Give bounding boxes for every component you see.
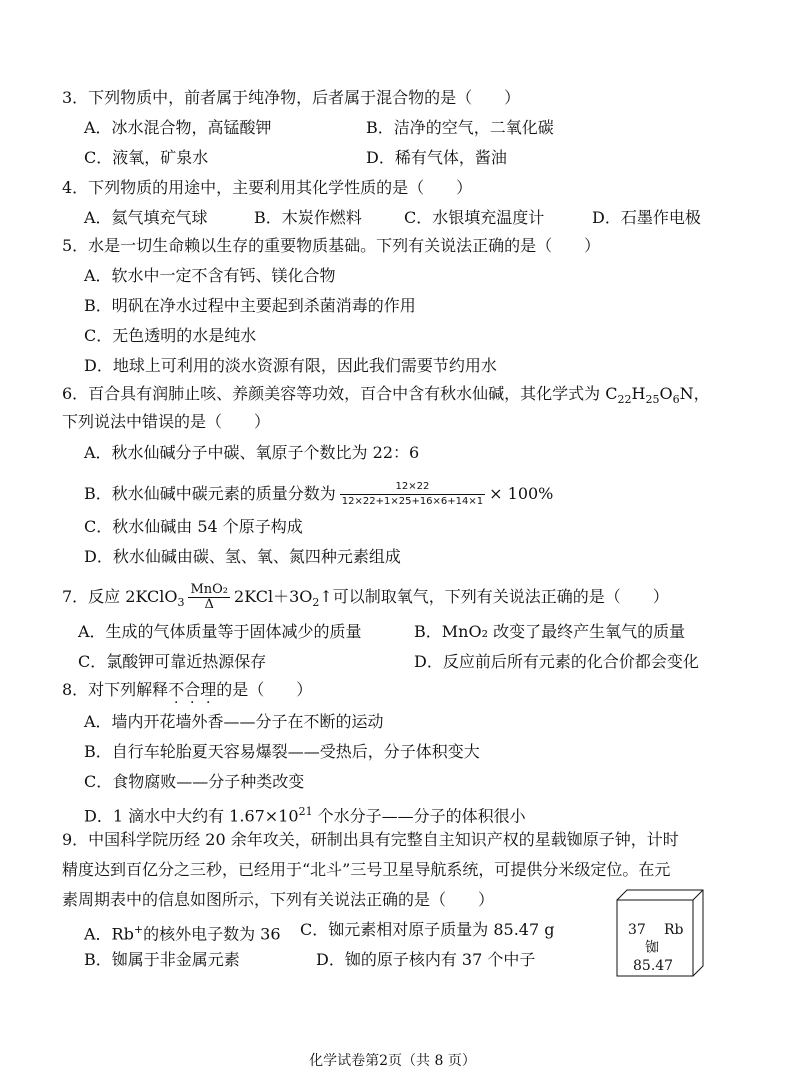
q9-option-c: C．铷元素相对原子质量为 85.47 g [300, 920, 555, 939]
q4-option-d: D．石墨作电极 [592, 208, 701, 227]
q7-option-c: C．氯酸钾可靠近热源保存 [78, 652, 267, 671]
q5-option-a: A．软水中一定不含有钙、镁化合物 [84, 266, 336, 285]
q9-option-a: A．Rb+的核外电子数为 36 [84, 923, 281, 944]
q6-option-d: D．秋水仙碱由碳、氢、氧、氮四种元素组成 [84, 547, 401, 566]
q6-option-a: A．秋水仙碱分子中碳、氧原子个数比为 22：6 [84, 443, 420, 462]
element-name: 铷 [645, 940, 659, 956]
element-symbol: Rb [664, 922, 684, 938]
mass-fraction: $\frac{12\times 22}{12\times 22+1\times 25+16\times 6+14\times 1}$ [341, 481, 484, 507]
q5-option-b: B．明矾在净水过程中主要起到杀菌消毒的作用 [84, 296, 416, 315]
q4-stem: 4．下列物质的用途中，主要利用其化学性质的是（ ） [62, 178, 473, 197]
q8-option-b: B．自行车轮胎夏天容易爆裂——受热后，分子体积变大 [84, 742, 480, 761]
q6-option-b: B．秋水仙碱中碳元素的质量分数为 $\frac{12\times 22}{12\times 22+1\times 25+16\times 6+14\times 1}$ × 100% [84, 481, 554, 507]
q4-option-b: B．木炭作燃料 [254, 208, 362, 227]
reaction-condition: MnO₂ Δ [190, 582, 229, 612]
q3-option-d: D．稀有气体，酱油 [366, 148, 507, 167]
q7-option-a: A．生成的气体质量等于固体减少的质量 [78, 622, 362, 641]
q9-option-d: D．铷的原子核内有 37 个中子 [316, 950, 536, 969]
element-atomic-mass: 85.47 [633, 958, 674, 974]
q8-option-a: A．墙内开花墙外香——分子在不断的运动 [84, 712, 384, 731]
q3-option-a: A．冰水混合物，高锰酸钾 [84, 118, 272, 137]
q7-stem: 7．反应 2KClO$_3$ MnO₂ Δ $2KCl+3O_2↑$可以制取氧气，下列有关说法正确的是（ ） [62, 582, 669, 612]
q4-option-c: C．水银填充温度计 [404, 208, 545, 227]
q9-stem-line2: 精度达到百亿分之三秒，已经用于“北斗”三号卫星导航系统，可提供分米级定位。在元 [62, 860, 671, 879]
q4-option-a: A．氦气填充气球 [84, 208, 208, 227]
q3-option-c: C．液氧，矿泉水 [84, 148, 209, 167]
page-footer: 化学试卷第2页（共 8 页） [309, 1053, 476, 1069]
q5-stem: 5．水是一切生命赖以生存的重要物质基础。下列有关说法正确的是（ ） [62, 236, 601, 255]
element-atomic-number: 37 [628, 922, 646, 938]
q5-option-d: D．地球上可利用的淡水资源有限，因此我们需要节约用水 [84, 356, 497, 375]
q6-option-c: C．秋水仙碱由 54 个原子构成 [84, 517, 303, 536]
q6-stem-line2: 下列说法中错误的是（ ） [62, 412, 271, 431]
q9-option-b: B．铷属于非金属元素 [84, 950, 240, 969]
q3-stem: 3．下列物质中，前者属于纯净物，后者属于混合物的是（ ） [62, 88, 521, 107]
q9-stem-line1: 9．中国科学院历经 20 余年攻关，研制出具有完整自主知识产权的星载铷原子钟，计时 [62, 830, 679, 849]
q9-stem-line3: 素周期表中的信息如图所示，下列有关说法正确的是（ ） [62, 890, 495, 909]
q8-stem: 8．对下列解释不合理的是（ ） [62, 680, 313, 699]
q8-option-c: C．食物腐败——分子种类改变 [84, 772, 305, 791]
q6-stem: 6．百合具有润肺止咳、养颜美容等功效，百合中含有秋水仙碱，其化学式为 $C_{22}H_{25}O_6N$， [62, 384, 710, 407]
q7-option-d: D．反应前后所有元素的化合价都会变化 [414, 652, 699, 671]
q8-option-d: D．1 滴水中大约有 $1.67\times 10^{21}$ 个水分子——分子的体积很小 [84, 805, 526, 826]
q7-option-b: B．MnO₂ 改变了最终产生氧气的质量 [414, 622, 686, 641]
q3-option-b: B．洁净的空气，二氧化碳 [366, 118, 554, 137]
q5-option-c: C．无色透明的水是纯水 [84, 326, 257, 345]
